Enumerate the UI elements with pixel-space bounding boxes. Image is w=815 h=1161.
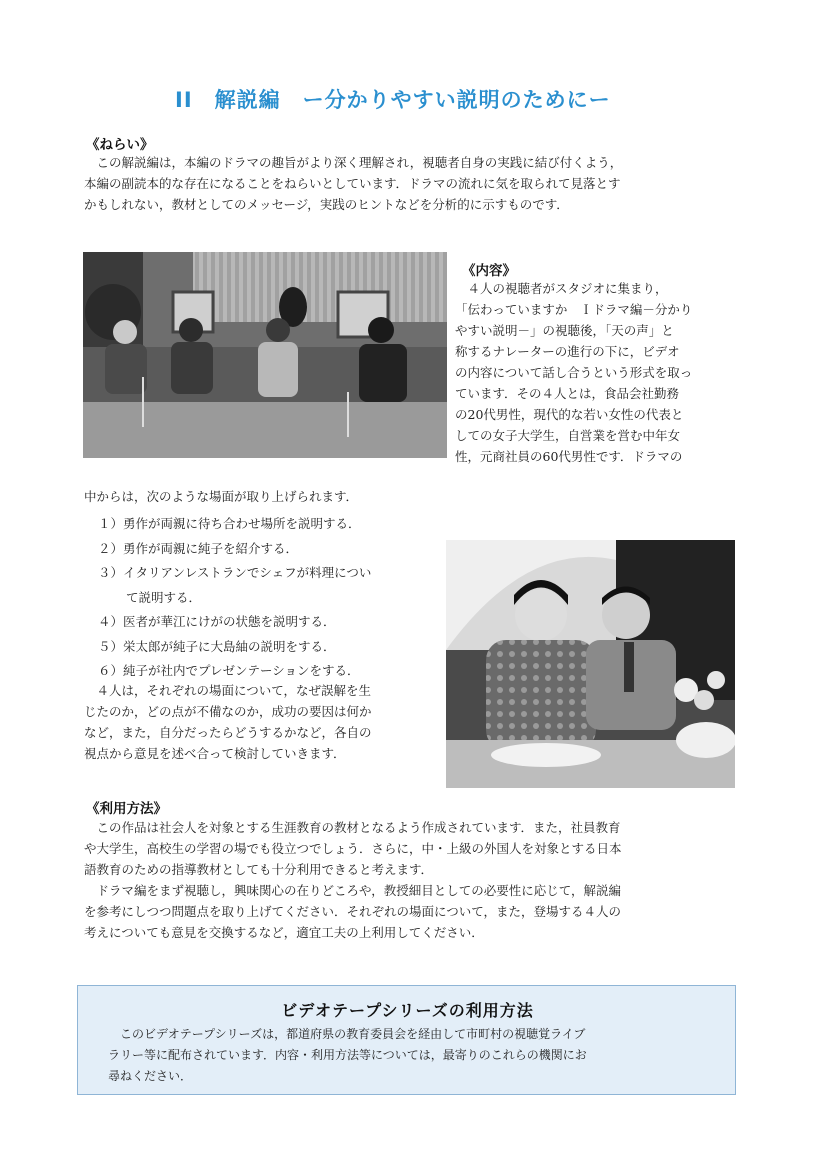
scene-text: 医者が華江にけがの状態を説明する． xyxy=(123,614,336,629)
scene-number: ２） xyxy=(98,540,124,556)
list-item xyxy=(98,561,438,610)
content-after-paragraph xyxy=(84,680,372,764)
scene-number: ５） xyxy=(98,638,124,654)
content-continuation xyxy=(84,486,358,507)
aim-paragraph xyxy=(84,152,622,215)
usage-line: や大学生，高校生の学習の場でも役立つでしょう．さらに，中・上級の外国人を対象とする日本 xyxy=(84,841,622,856)
aim-line: かもしれない，教材としてのメッセージ，実践のヒントなどを分析的に示すものです． xyxy=(84,197,569,212)
continuation-line: 中からは，次のような場面が取り上げられます． xyxy=(84,489,359,504)
scene-text: イタリアンレストランでシェフが料理につい xyxy=(123,565,372,580)
content-after-line: など，また，自分だったらどうするかなど，各自の xyxy=(84,725,372,740)
aim-line: この解説編は，本編のドラマの趣旨がより深く理解され，視聴者自身の実践に結び付くよう， xyxy=(84,155,623,170)
usage-heading: 《利用方法》 xyxy=(86,801,167,817)
info-box-line: 尋ねください． xyxy=(108,1069,193,1083)
page-title: II 解説編 ー分かりやすい説明のためにー xyxy=(175,88,611,112)
scene-text: 勇作が両親に純子を紹介する． xyxy=(123,540,299,556)
usage-paragraph xyxy=(84,817,622,943)
usage-line: を参考にしつつ問題点を取り上げてください．それぞれの場面について，また，登場する４人の xyxy=(84,904,622,919)
list-item xyxy=(98,610,438,635)
studio-discussion-photo xyxy=(83,252,447,458)
content-line: ４人の視聴者がスタジオに集まり， xyxy=(455,281,668,296)
content-after-line: 視点から意見を述べ合って検討していきます． xyxy=(84,746,346,761)
usage-line: 考えについても意見を交換するなど，適宜工夫の上利用してください． xyxy=(84,925,484,940)
content-after-line: じたのか，どの点が不備なのか，成功の要因は何か xyxy=(84,704,372,719)
scene-number: ４） xyxy=(98,614,124,629)
content-line: 「伝わっていますか Ｉドラマ編－分かり xyxy=(455,302,693,317)
scene-number: １） xyxy=(98,516,124,531)
content-line: の内容について話し合うという形式を取っ xyxy=(455,365,693,380)
content-line: しての女子大学生，自営業を営む中年女 xyxy=(455,428,681,443)
list-item xyxy=(98,512,438,537)
content-line: やすい説明－」の視聴後，「天の声」と xyxy=(455,323,674,338)
couple-toast-photo xyxy=(446,540,735,788)
scene-text: 純子が社内でプレゼンテーションをする． xyxy=(123,663,360,678)
info-box-text xyxy=(108,1024,718,1087)
usage-line: この作品は社会人を対象とする生涯教育の教材となるよう作成されています．また，社員教育 xyxy=(84,820,621,835)
scene-text: 勇作が両親に待ち合わせ場所を説明する． xyxy=(123,516,361,531)
list-item xyxy=(98,537,438,562)
content-heading: 《内容》 xyxy=(462,263,516,279)
content-line: の20代男性，現代的な若い女性の代表と xyxy=(455,407,684,422)
video-series-info-box xyxy=(77,985,736,1095)
content-after-line: ４人は，それぞれの場面について，なぜ誤解を生 xyxy=(84,683,372,698)
content-paragraph xyxy=(455,278,692,467)
aim-line: 本編の副読本的な存在になることをねらいとしています．ドラマの流れに気を取られて見落とす xyxy=(84,176,621,191)
scene-list xyxy=(98,512,438,684)
list-item xyxy=(98,635,438,660)
content-line: 性，元商社員の60代男性です．ドラマの xyxy=(455,449,683,464)
aim-heading: 《ねらい》 xyxy=(86,137,154,153)
info-box-title: ビデオテープシリーズの利用方法 xyxy=(281,1001,534,1020)
usage-line: 語教育のための指導教材としても十分利用できると考えます． xyxy=(84,862,434,877)
info-box-line: このビデオテープシリーズは，都道府県の教育委員会を経由して市町村の視聴覚ライブ xyxy=(108,1027,586,1041)
usage-line: ドラマ編をまず視聴し，興味関心の在りどころや，教授細目としての必要性に応じて，解説編 xyxy=(84,883,622,898)
scene-number: ３） xyxy=(98,565,124,580)
scene-text: 栄太郎が純子に大島紬の説明をする． xyxy=(123,638,336,654)
content-line: ています．その４人とは，食品会社勤務 xyxy=(455,386,680,401)
content-line: 称するナレーターの進行の下に，ビデオ xyxy=(455,344,680,359)
info-box-line: ラリー等に配布されています．内容・利用方法等については，最寄りのこれらの機関にお xyxy=(108,1048,587,1062)
scene-number: ６） xyxy=(98,663,124,678)
scene-text-continued: て説明する． xyxy=(126,589,202,605)
